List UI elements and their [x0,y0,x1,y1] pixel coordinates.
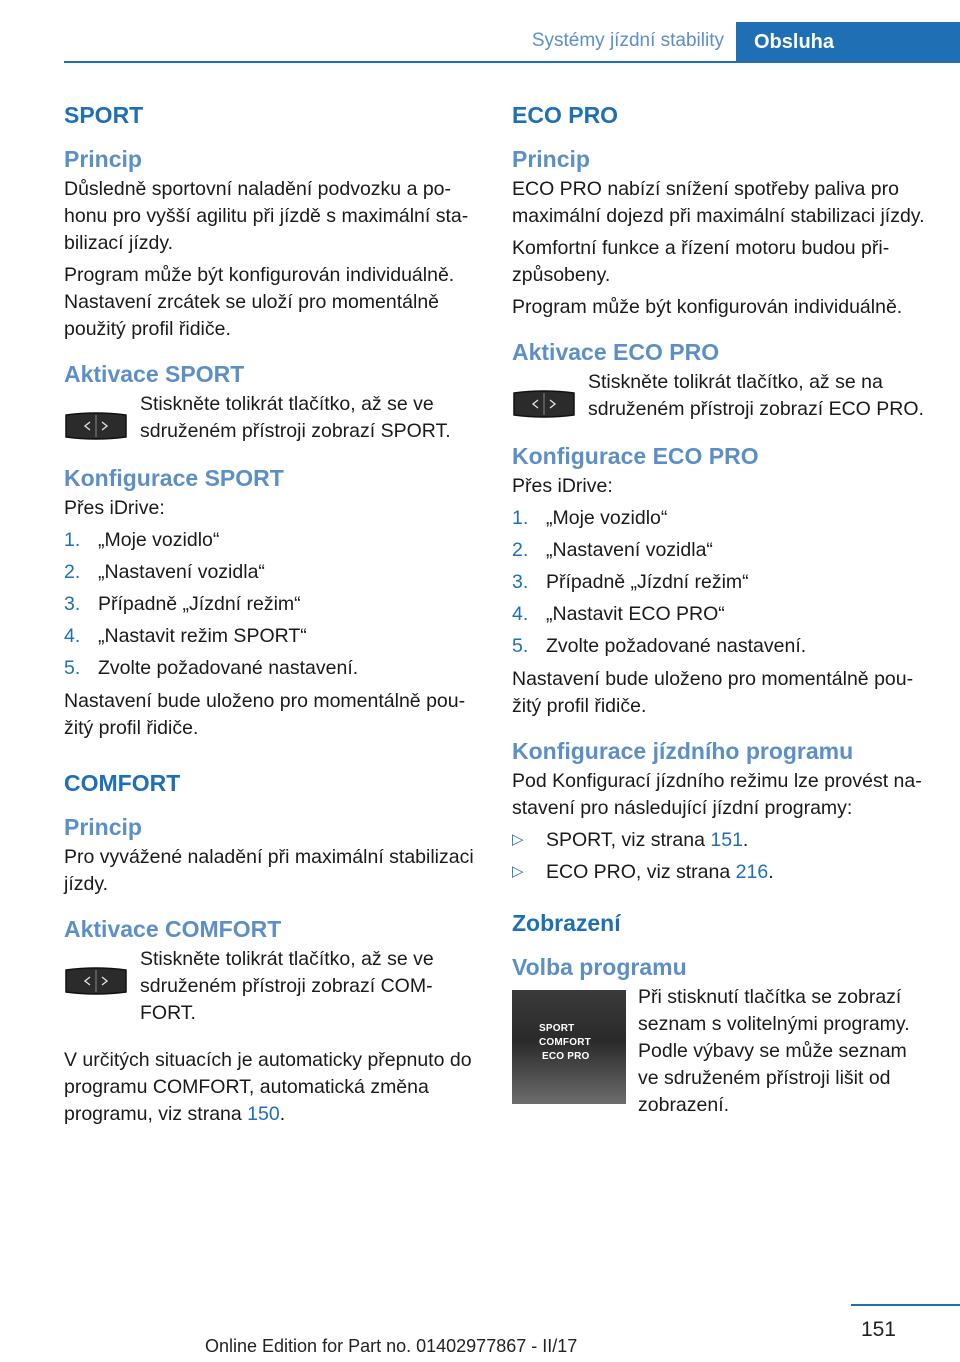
eco-princip-text-1: ECO PRO nabízí snížení spotřeby paliva pro maximální dojezd při maximální stabilizaci jízdy. [512,178,925,227]
driving-mode-switch-icon [64,966,128,996]
eco-princip-text-3: Program může být konfigurován individuálně. [512,296,903,318]
list-item: 5. Zvolte požadované nastavení. [64,657,359,679]
page-link-216[interactable]: 216 [735,861,769,883]
comfort-aktivace-heading: Aktivace COMFORT [64,916,282,942]
header-chapter-tab: Obsluha [736,22,960,63]
driving-mode-switch-icon [512,389,576,419]
sport-konfigurace-heading: Konfigurace SPORT [64,465,284,491]
program-display-image [512,990,626,1104]
list-item: 2. „Nastavení vozidla“ [512,539,713,561]
zobrazeni-heading: Zobrazení [512,910,621,936]
eco-aktivace-heading: Aktivace ECO PRO [512,339,720,365]
comfort-princip-text: Pro vyvážené naladění při maximální stabilizaci jízdy. [64,846,474,895]
triangle-bullet-icon: ▷ [512,831,524,848]
sport-princip-text-1: Důsledně sportovní naladění podvozku a pohonu pro vyšší agilitu při jízdě s maximální stabilizací jízdy. [64,178,469,254]
comfort-aktivace-block [64,946,476,1027]
eco-heading: ECO PRO [512,102,619,128]
display-item-ecopro: ECO PRO [542,1051,590,1062]
footer-rule [851,1304,960,1306]
driving-mode-switch-icon [64,411,128,441]
triangle-bullet-icon: ▷ [512,863,524,880]
sport-aktivace-block [64,391,476,447]
comfort-aktivace-text: Stiskněte tolikrát tlačítko, až se ve sdruženém přístroji zobrazí COMFORT. [140,948,434,1024]
program-konfigurace-text: Pod Konfigurací jízdního režimu lze provést nastavení pro následující jízdní programy: [512,770,922,819]
sport-steps-list [64,527,476,682]
eco-konfigurace-intro: Přes iDrive: [512,475,613,497]
eco-princip-text-2: Komfortní funkce a řízení motoru budou přizpůsobeny. [512,237,890,286]
header-rule [64,61,960,63]
comfort-note: V určitých situacích je automaticky přepnuto do programu COMFORT, automatická změna programu, viz strana 150. [64,1049,472,1125]
sport-aktivace-text: Stiskněte tolikrát tlačítko, až se ve sdruženém přístroji zobrazí SPORT. [140,393,451,442]
sport-princip-text-2: Program může být konfigurován individuálně. Nastavení zrcátek se uloží pro momentálně použitý profil řidiče. [64,264,455,340]
page-link-150[interactable]: 150 [247,1103,280,1125]
list-item: ▷ SPORT, viz strana 151. [512,827,930,854]
program-konfigurace-heading: Konfigurace jízdního programu [512,738,854,764]
online-edition-note: Online Edition for Part no. 01402977867 - II/17 [205,1336,578,1356]
comfort-heading: COMFORT [64,770,181,796]
header-section-title: Systémy jízdní stability [531,30,724,51]
page-number: 151 [860,1318,896,1341]
sport-konfigurace-after: Nastavení bude uloženo pro momentálně použitý profil řidiče. [64,690,466,739]
list-item: 3. Případně „Jízdní režim“ [64,593,301,615]
list-item: 1. „Moje vozidlo“ [512,507,668,529]
volba-block [512,984,930,1119]
page-link-151[interactable]: 151 [710,829,743,851]
display-item-sport: SPORT [539,1023,575,1034]
eco-konfigurace-heading: Konfigurace ECO PRO [512,443,759,469]
volba-text: Při stisknutí tlačítka se zobrazí seznam s volitelnými programy. Podle výbavy se může seznam ve sdruženém přístroji lišit od zobrazení. [638,986,910,1116]
volba-heading: Volba programu [512,954,687,980]
eco-aktivace-text: Stiskněte tolikrát tlačítko, až se na sdruženém přístroji zobrazí ECO PRO. [588,371,924,420]
list-item: ▷ ECO PRO, viz strana 216. [512,859,930,886]
eco-steps-list [512,505,930,660]
sport-princip-heading: Princip [64,146,142,172]
sport-aktivace-heading: Aktivace SPORT [64,361,245,387]
sport-konfigurace-intro: Přes iDrive: [64,497,165,519]
list-item: 2. „Nastavení vozidla“ [64,561,265,583]
display-item-comfort: COMFORT [539,1037,591,1048]
eco-aktivace-block [512,369,930,425]
list-item: 1. „Moje vozidlo“ [64,529,220,551]
sport-heading: SPORT [64,102,144,128]
eco-konfigurace-after: Nastavení bude uloženo pro momentálně použitý profil řidiče. [512,668,914,717]
list-item: 4. „Nastavit režim SPORT“ [64,625,307,647]
eco-princip-heading: Princip [512,146,590,172]
program-list [512,827,930,886]
comfort-princip-heading: Princip [64,814,142,840]
right-column [512,100,930,1124]
list-item: 4. „Nastavit ECO PRO“ [512,603,725,625]
left-column [64,100,476,1133]
list-item: 5. Zvolte požadované nastavení. [512,635,807,657]
list-item: 3. Případně „Jízdní režim“ [512,571,749,593]
